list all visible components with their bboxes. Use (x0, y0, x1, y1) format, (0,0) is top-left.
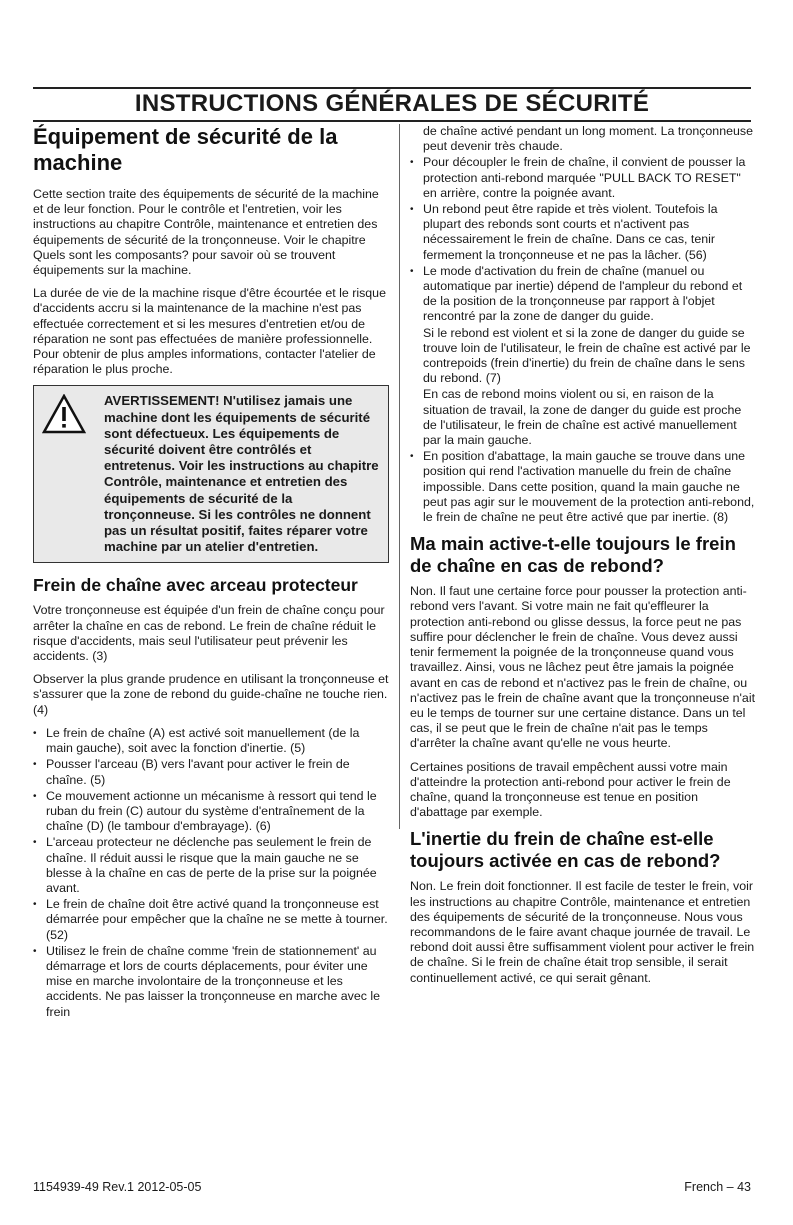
page-number: French – 43 (684, 1180, 751, 1194)
warning-triangle-icon (42, 394, 86, 434)
list-item: • Le mode d'activation du frein de chaîne (manuel ou automatique par inertie) dépend de l'ampleur du rebond et de la position de la tronçonneuse par rapport à l'objet rencontré par la zone de danger du guide. (410, 264, 755, 325)
list-item: • Ce mouvement actionne un mécanisme à ressort qui tend le ruban du frein (C) autour du système d'entraînement de la chaîne (D) (le tambour d'embrayage). (6) (33, 789, 389, 835)
paragraph: Cette section traite des équipements de sécurité de la machine et de leur fonction. Pour le contrôle et l'entretien, voir les instructions au chapitre Contrôle, maintenance et entretien des équipements de sécurité de la tronçonneuse. Voir le chapitre Quels sont les composants? pour savoir où se trouvent équipements sur la machine. (33, 187, 379, 278)
doc-reference: 1154939-49 Rev.1 2012-05-05 (33, 1180, 202, 1194)
list-item: • Pousser l'arceau (B) vers l'avant pour activer le frein de chaîne. (5) (33, 757, 389, 787)
paragraph: Votre tronçonneuse est équipée d'un frein de chaîne conçu pour arrêter la chaîne en cas de rebond. Le frein de chaîne réduit le risque d'accidents, mais seul l'utilisateur peut prévenir les accidents. (3) (33, 603, 385, 664)
list-item: • En position d'abattage, la main gauche se trouve dans une position qui rend l'activation manuelle du frein de chaîne impossible. Dans cette position, quand la main gauche ne peut pas agir sur le mouvement de la protection anti-rebond, le frein de chaîne ne peut être activé que par inertie. (8) (410, 449, 755, 525)
paragraph: Observer la plus grande prudence en utilisant la tronçonneuse et s'assurer que la zone de rebond du guide-chaîne ne touche rien. (4) (33, 672, 389, 717)
paragraph: Certaines positions de travail empêchent aussi votre main d'atteindre la protection anti-rebond pour activer le frein de chaîne, quand la tronçonneuse est tenue en position d'abattage par exemple. (410, 759, 731, 820)
paragraph: Non. Il faut une certaine force pour pousser la protection anti-rebond vers l'avant. Si votre main ne fait qu'effleurer la protection anti-rebond ou glisse dessus, la force peut ne pas suffire pour déclencher le frein de chaîne. Vous devez aussi tenir fermement la poignée de la tronçonneuse quand vous travaillez. Ainsi, vous ne lâchez peut être jamais la poignée avant en cas de rebond et n'activez pas le frein de chaîne, ou n'activez pas le frein de chaîne avant que la tronçonneuse n'ait eu le temps de tourner sur une certaine distance. Dans un tel cas, il se peut que le frein de chaîne n'ait pas le temps d'arrêter la chaîne avant qu'elle ne vous heurte. (410, 584, 756, 751)
header-bottom-rule (33, 120, 751, 122)
list-item: • L'arceau protecteur ne déclenche pas seulement le frein de chaîne. Il réduit aussi le risque que la main gauche ne se blesse à la chaîne en cas de perte de la prise sur la poignée avant. (33, 835, 389, 896)
heading-equipement: Équipement de sécurité de la machine (33, 124, 338, 175)
bullet-list (410, 124, 755, 525)
list-item-continued: de chaîne activé pendant un long moment. La tronçonneuse peut devenir très chaude. (423, 124, 753, 154)
list-item: • Pour découpler le frein de chaîne, il convient de pousser la protection anti-rebond marquée "PULL BACK TO RESET" en arrière, contre la poignée avant. (410, 155, 755, 201)
paragraph: La durée de vie de la machine risque d'être écourtée et le risque d'accidents accru si la maintenance de la machine n'est pas effectuée correctement et si les mesures d'entretien et/ou de réparation ne sont pas effectuées de manière professionnelle. Pour obtenir de plus amples informations, contacter l'atelier de réparation le plus proche. (33, 286, 386, 377)
list-item: • Un rebond peut être rapide et très violent. Toutefois la plupart des rebonds sont courts et n'activent pas nécessairement le frein de chaîne. Dans ce cas, tenir fermement la tronçonneuse et ne pas la lâcher. (56) (410, 202, 755, 263)
warning-text: AVERTISSEMENT! N'utilisez jamais une machine dont les équipements de sécurité sont défectueux. Les équipements de sécurité doivent être contrôlés et entretenus. Voir les instructions au chapitre Contrôle, maintenance et entretien des équipements de sécurité de la tronçonneuse. Si les contrôles ne donnent pas un résultat positif, faites réparer votre machine par un atelier d'entretien. (104, 393, 379, 555)
bullet-list (33, 726, 389, 1020)
right-column (410, 124, 755, 994)
heading-main-active: Ma main active-t-elle toujours le frein de chaîne en cas de rebond? (410, 533, 736, 577)
list-item: • Le frein de chaîne (A) est activé soit manuellement (de la main gauche), soit avec la fonction d'inertie. (5) (33, 726, 389, 756)
page-title: INSTRUCTIONS GÉNÉRALES DE SÉCURITÉ (134, 90, 650, 117)
header-top-rule (33, 87, 751, 89)
list-subparagraph: Si le rebond est violent et si la zone de danger du guide se trouve loin de l'utilisateur, le frein de chaîne est activé par le contrepoids (frein d'inertie) du frein de chaîne dans le sens du rebond. (7) (423, 325, 751, 386)
left-column (33, 124, 389, 1026)
list-item: • Le frein de chaîne doit être activé quand la tronçonneuse est démarrée pour empêcher que la chaîne ne se mette à tourner. (52) (33, 897, 389, 943)
column-divider (399, 124, 400, 829)
warning-box (33, 385, 389, 563)
paragraph: Non. Le frein doit fonctionner. Il est facile de tester le frein, voir les instructions au chapitre Contrôle, maintenance et entretien des équipements de sécurité de la tronçonneuse. Nous vous recommandons de le faire avant chaque journée de travail. Le rebond doit aussi être suffisamment violent pour activer le frein de chaîne. Si le frein de chaîne était trop sensible, il serait continuellement activé, ce qui serait gênant. (410, 879, 755, 985)
heading-inertie: L'inertie du frein de chaîne est-elle toujours activée en cas de rebond? (410, 828, 721, 872)
list-item: • Utilisez le frein de chaîne comme 'frein de stationnement' au démarrage et lors de courts déplacements, pour éviter une mise en marche involontaire de la tronçonneuse et les accidents. Ne pas laisser la tronçonneuse en marche avec le frein (33, 944, 389, 1020)
heading-frein: Frein de chaîne avec arceau protecteur (33, 575, 358, 596)
list-subparagraph: En cas de rebond moins violent ou si, en raison de la situation de travail, la zone de danger du guide est proche de l'utilisateur, le frein de chaîne est activé manuellement par la main gauche. (423, 387, 742, 448)
